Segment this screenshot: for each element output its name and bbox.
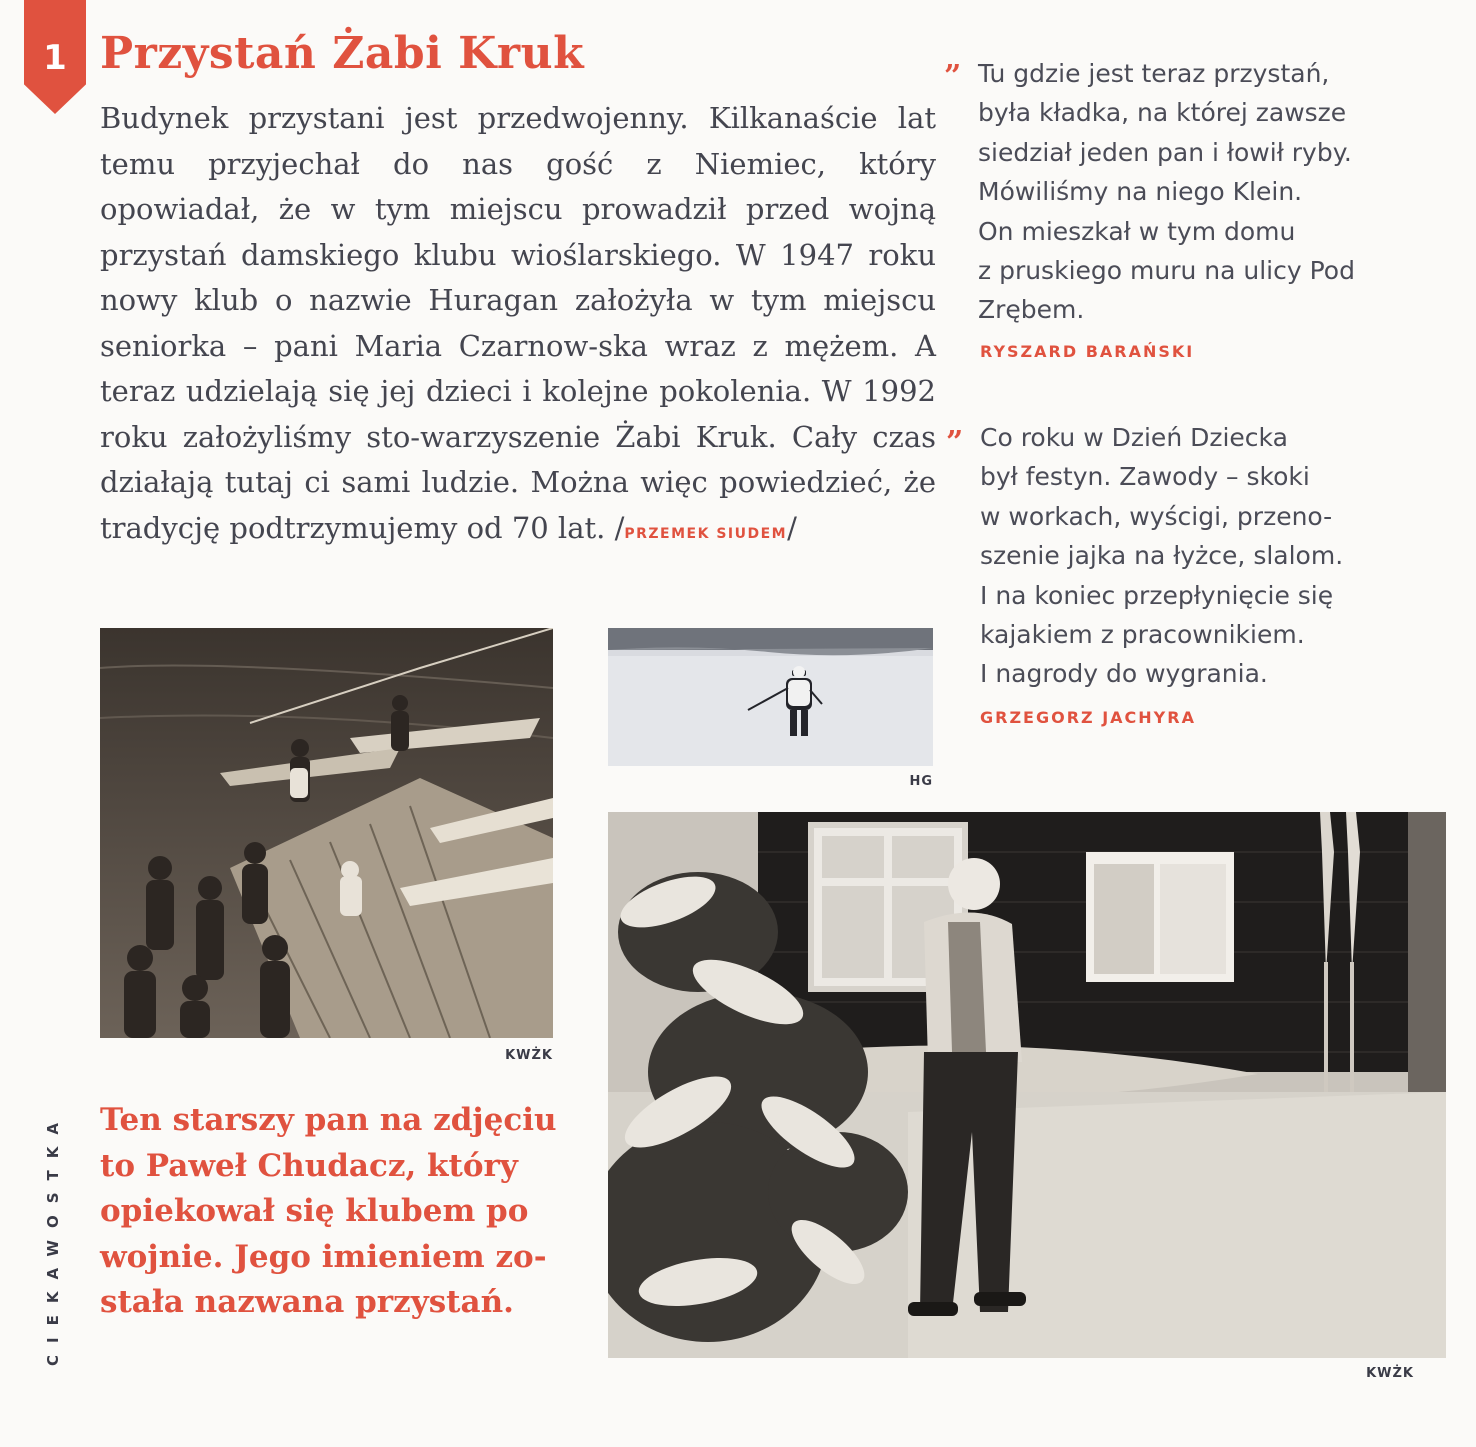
photo-elderly-man	[608, 812, 1446, 1358]
body-line: W 1947 roku nowy klub o nazwie Huragan założyła	[100, 237, 936, 317]
quote-mark-icon: ”	[946, 425, 964, 460]
body-author: PRZEMEK SIUDEM	[624, 525, 788, 542]
photo-pier-kayaks	[100, 628, 553, 1038]
article-number: 1	[43, 38, 67, 78]
article-title: Przystań Żabi Kruk	[100, 28, 585, 79]
article-body	[100, 96, 936, 557]
quote-2-text: Co roku w Dzień Dziecka był festyn. Zawody – skoki w workach, wyścigi, przeno- szenie jajka na łyżce, slalom. I na koniec przepłynięcie się kajakiem z pracownikiem. I nagrody do wygrania.	[980, 423, 1344, 689]
photo-pier-credit: KWŻK	[505, 1048, 553, 1063]
quote-mark-icon: ”	[944, 59, 962, 94]
body-line: warzyszenie Żabi Kruk. Cały czas działają tutaj ci	[100, 419, 936, 499]
quote-2-author: GRZEGORZ JACHYRA	[980, 708, 1196, 727]
body-line: sami ludzie. Można więc powiedzieć, że tradycję	[100, 465, 936, 545]
body-close: /	[787, 510, 797, 545]
body-line: ska wraz z mężem. A teraz udzielają się jej dzieci	[100, 328, 936, 408]
callout-side-label: CIEKAWOSTKA	[44, 1111, 62, 1366]
photo-skier	[608, 628, 933, 766]
photo-man-credit: KWŻK	[1366, 1366, 1414, 1381]
body-line: wojną przystań damskiego klubu wioślarskiego.	[100, 192, 936, 272]
body-line: podtrzymujemy od 70 lat. /	[229, 510, 625, 545]
body-line: Budynek przystani jest przedwojenny. Kilkanaście	[100, 101, 878, 135]
quote-1-author: RYSZARD BARAŃSKI	[980, 342, 1195, 361]
quote-1-text: Tu gdzie jest teraz przystań, była kładka, na której zawsze siedział jeden pan i łowił ryby. Mówiliśmy na niego Klein. On mieszkał w tym domu z pruskiego muru na ulicy Pod Zrębem.	[978, 59, 1355, 325]
body-line: opowiadał, że w tym miejscu prowadził przed	[100, 192, 830, 226]
photo-skier-credit: HG	[909, 774, 933, 789]
body-line: i kolejne pokolenia. W 1992 roku założyliśmy sto-	[100, 374, 937, 454]
body-line: w tym miejscu seniorka – pani Maria Czarnow-	[100, 283, 936, 363]
body-line: lat temu przyjechał do nas gość z Niemiec, który	[100, 101, 937, 181]
callout-text: Ten starszy pan na zdjęciu to Paweł Chudacz, który opiekował się klubem po wojnie. Jego imieniem zo- stała nazwana przystań.	[100, 1102, 557, 1320]
